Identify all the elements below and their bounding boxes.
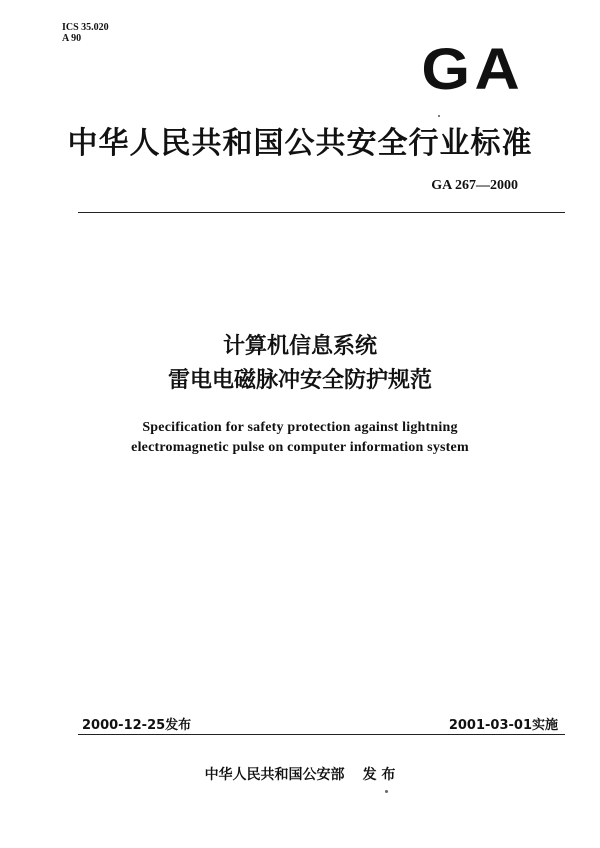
classification-code: A 90 [62,33,82,44]
scan-speck [385,790,388,793]
english-title-line-2: electromagnetic pulse on computer information system [131,440,469,455]
classification-codes [62,22,109,44]
english-title [0,418,600,458]
publisher-name: 中华人民共和国公安部 [204,767,345,783]
standard-code: GA 267—2000 [431,178,518,193]
publisher-action: 发 布 [362,767,396,783]
standard-name: 中华人民共和国公共安全行业标准 [67,126,533,161]
english-title-line-1: Specification for safety protection against lightning [142,420,458,435]
ics-code: ICS 35.020 [62,22,109,33]
chinese-title-line-2: 雷电电磁脉冲安全防护规范 [167,368,432,393]
ga-logo: GA [421,37,524,102]
bottom-divider [78,734,565,735]
chinese-title-line-1: 计算机信息系统 [222,334,377,359]
issue-date: 2000-12-25发布 [82,718,192,733]
top-divider [78,212,565,213]
publisher-line [0,764,600,784]
implementation-date: 2001-03-01实施 [448,718,558,733]
scan-speck [438,115,440,117]
chinese-title [0,330,600,398]
